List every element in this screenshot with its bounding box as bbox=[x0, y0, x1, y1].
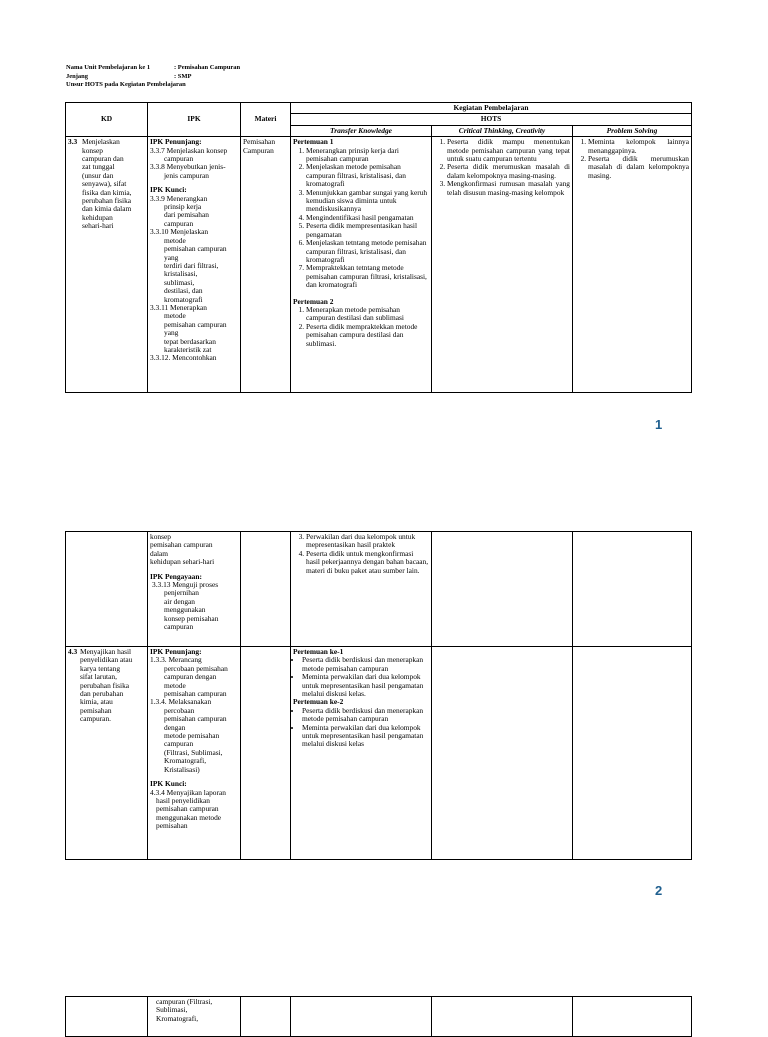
ipk-line: pemisahan campuran bbox=[150, 540, 213, 550]
kd-line: Menjelaskan bbox=[82, 137, 120, 147]
ipk-line: jenis campuran bbox=[164, 170, 209, 180]
ipk-line: menggunakan bbox=[164, 605, 206, 615]
materi-line: Pemisahan bbox=[243, 137, 276, 147]
ipk-line: 3.3.11 Menerapkan bbox=[150, 302, 207, 312]
ipk-line: hasil penyelidikan bbox=[156, 795, 210, 805]
col-header-hots: HOTS bbox=[291, 114, 692, 125]
ipk-line: kehidupan sehari-hari bbox=[150, 557, 215, 567]
pertemuan-ke-2-heading: Pertemuan ke-2 bbox=[293, 697, 344, 707]
kd-line: dan kimia dalam bbox=[82, 204, 132, 214]
list-item: 2. Peserta didik merumuskan masalah di dalam kelompoknya masing-masing. bbox=[447, 163, 570, 180]
ipk-line: kromatografi bbox=[164, 294, 203, 304]
document-header bbox=[66, 64, 240, 90]
ipk-line: metode bbox=[164, 311, 186, 321]
problem-solving2-cell bbox=[573, 647, 692, 860]
kd-line: campuran dan bbox=[82, 154, 124, 164]
ipk-line: prinsip kerja bbox=[164, 202, 202, 212]
kd-line: senyawa), sifat bbox=[82, 179, 127, 189]
materi-line: Campuran bbox=[243, 145, 274, 155]
ipk-line: 1.3.4. Melaksanakan bbox=[150, 697, 212, 707]
kd2-number: 4.3 bbox=[68, 647, 78, 656]
ipk-cell-continued bbox=[148, 997, 241, 1037]
ipk-line: yang bbox=[164, 252, 179, 262]
kd-line: perubahan fisika bbox=[80, 680, 130, 690]
ipk-line: konsep bbox=[150, 532, 171, 541]
ipk-line: pemisahan campuran bbox=[164, 319, 227, 329]
ipk-line: penjernihan bbox=[164, 588, 199, 598]
ipk-line: karakteristik zat bbox=[164, 344, 212, 354]
kd-line: sifat larutan, bbox=[80, 672, 117, 682]
ipk2-penunjang-label: IPK Penunjang: bbox=[150, 647, 202, 656]
ipk-line: campuran bbox=[164, 218, 194, 228]
materi-cell bbox=[241, 137, 291, 393]
list-item: 6. Menjelaskan tetntang metode pemisahan campuran filtrasi, kristalisasi, dan kromatografi bbox=[306, 239, 429, 264]
list-item: 1. Peserta didik mampu menentukan metode pemisahan campuran yang tepat untuk suatu campuran tertentu bbox=[447, 138, 570, 163]
list-item: 1. Menerapkan metode pemisahan campuran destilasi dan sublimasi bbox=[306, 306, 429, 323]
page-number-2: 2 bbox=[655, 883, 663, 898]
kd-line: zat tunggal bbox=[82, 162, 115, 172]
kd-line: karya tentang bbox=[80, 663, 121, 673]
ipk-line: campuran (Filtrasi, bbox=[156, 997, 213, 1006]
kd-line: kehidupan bbox=[82, 212, 113, 222]
ipk2-kunci-label: IPK Kunci: bbox=[150, 779, 187, 789]
critical-thinking-cell-continued bbox=[432, 532, 573, 647]
pertemuan-ke-1-heading: Pertemuan ke-1 bbox=[293, 647, 344, 656]
ipk-line: campuran dengan bbox=[164, 672, 217, 682]
list-item: • Peserta didik berdiskusi dan menerapkan metode pemisahan campuran bbox=[302, 707, 429, 724]
ipk-line: campuran bbox=[164, 739, 194, 749]
transfer-knowledge2-cell bbox=[291, 647, 432, 860]
list-item: • Meminta perwakilan dari dua kelompok untuk mepresentasikan hasil pengamatan melalui diskusi kelas bbox=[302, 724, 429, 749]
ipk-line: Kromatografi, bbox=[164, 756, 207, 766]
kd-line: campuran. bbox=[80, 714, 111, 724]
hots-table-page-2 bbox=[65, 531, 692, 860]
ipk-line: yang bbox=[164, 328, 179, 338]
ipk-line: 3.3.7 Menjelaskan konsep bbox=[150, 145, 228, 155]
kd-line: konsep bbox=[82, 145, 103, 155]
kd-line: dan perubahan bbox=[80, 689, 124, 699]
ipk-line: 3.3.13 Menguji proses bbox=[152, 580, 219, 590]
critical-thinking-cell-continued bbox=[432, 997, 573, 1037]
ipk-line: pemisahan campuran bbox=[164, 244, 227, 254]
ipk-line: Kromatografi, bbox=[156, 1013, 199, 1023]
hots-table-page-3 bbox=[65, 996, 692, 1037]
col-header-problem: Problem Solving bbox=[573, 125, 692, 136]
kd-line: penyelidikan atau bbox=[80, 655, 133, 665]
ipk-line: 1.3.3. Merancang bbox=[150, 655, 202, 665]
ipk-line: terdiri dari filtrasi, bbox=[164, 260, 219, 270]
ipk-kunci-label: IPK Kunci: bbox=[150, 185, 187, 195]
ipk-line: (Filtrasi, Sublimasi, bbox=[164, 747, 223, 757]
level-value: : SMP bbox=[174, 72, 192, 80]
list-item: 7. Mempraktekkan tetntang metode pemisahan campuran filtrasi, kristalisasi, dan kromatografi bbox=[306, 264, 429, 289]
ipk-line: percobaan bbox=[164, 705, 195, 715]
ipk-line: Sublimasi, bbox=[156, 1005, 188, 1015]
ipk-line: tepat berdasarkan bbox=[164, 336, 216, 346]
list-item: • Peserta didik berdiskusi dan menerapkan metode pemisahan campuran bbox=[302, 656, 429, 673]
problem-solving-cell bbox=[573, 137, 692, 393]
ipk-line: pemisahan campuran bbox=[164, 714, 227, 724]
ipk2-cell bbox=[148, 647, 241, 860]
ipk-line: campuran bbox=[164, 154, 194, 164]
ipk-line: 3.3.9 Menerangkan bbox=[150, 193, 208, 203]
list-item: 3. Mengkonfirmasi rumusan masalah yang telah disusun masing-masing kelompok bbox=[447, 180, 570, 197]
ipk-line: dalam bbox=[150, 548, 169, 558]
list-item: 1. Meminta kelompok lainnya menanggapinya. bbox=[588, 138, 689, 155]
ipk-pengayaan-label: IPK Pengayaan: bbox=[150, 571, 202, 581]
kd-line: (unsur dan bbox=[82, 170, 114, 180]
critical-thinking-cell bbox=[432, 137, 573, 393]
list-item: 1. Menerangkan prinsip kerja dari pemisahan campuran bbox=[306, 147, 429, 164]
list-item: 4. Mengindentifikasi hasil pengamatan bbox=[306, 214, 429, 222]
kd-line: kimia, atau bbox=[80, 697, 113, 707]
ipk-line: 3.3.8 Menyebutkan jenis- bbox=[150, 162, 226, 172]
kd-cell-continued bbox=[66, 997, 148, 1037]
list-item: 4. Peserta didik untuk mengkonfirmasi hasil pekerjaannya dengan bahan bacaan, materi di buku paket atau sumber lain. bbox=[306, 550, 429, 575]
materi-cell-continued bbox=[241, 997, 291, 1037]
kd-line: fisika dan kimia, bbox=[82, 187, 132, 197]
transfer-knowledge-cell bbox=[291, 137, 432, 393]
pertemuan-2-heading: Pertemuan 2 bbox=[293, 296, 334, 306]
ipk-line: air dengan bbox=[164, 596, 195, 606]
ipk-line: pemisahan campuran bbox=[156, 804, 219, 814]
list-item: 3. Perwakilan dari dua kelompok untuk mepresentasikan hasil praktek bbox=[306, 533, 429, 550]
kd-line: sehari-hari bbox=[82, 221, 114, 231]
ipk-line: 3.3.12. Mencontohkan bbox=[150, 353, 217, 363]
list-item: 3. Menunjukkan gambar sungai yang keruh kemudian siswa diminta untuk mendiskusikannya bbox=[306, 189, 429, 214]
list-item: • Meminta perwakilan dari dua kelompok untuk mepresentasikan hasil pengamatan melalui diskusi kelas. bbox=[302, 673, 429, 698]
list-item: 2. Menjelaskan metode pemisahan campuran filtrasi, kristalisasi, dan kromatografi bbox=[306, 163, 429, 188]
ipk-line: metode bbox=[164, 680, 186, 690]
ipk-line: menggunakan metode bbox=[156, 812, 222, 822]
level-label: Jenjang bbox=[66, 72, 89, 80]
kd-cell bbox=[66, 137, 148, 393]
materi2-cell bbox=[241, 647, 291, 860]
ipk-line: pemisahan campuran bbox=[164, 689, 227, 699]
kd-line: perubahan fisika bbox=[82, 196, 132, 206]
kd-line: Menyajikan hasil bbox=[80, 647, 132, 656]
ipk-line: pemisahan bbox=[156, 821, 188, 831]
ipk-cell-continued bbox=[148, 532, 241, 647]
page-number-1: 1 bbox=[655, 417, 663, 432]
col-header-critical: Critical Thinking, Creativity bbox=[432, 125, 573, 136]
list-item: 2. Peserta didik mempraktekkan metode pemisahan campura destilasi dan sublimasi. bbox=[306, 323, 429, 348]
col-header-transfer: Transfer Knowledge bbox=[291, 125, 432, 136]
col-header-materi: Materi bbox=[241, 103, 291, 137]
ipk-penunjang-label: IPK Penunjang: bbox=[150, 137, 202, 147]
transfer-knowledge-cell-continued bbox=[291, 532, 432, 647]
materi-cell-continued bbox=[241, 532, 291, 647]
col-header-kegiatan: Kegiatan Pembelajaran bbox=[291, 103, 692, 114]
col-header-ipk: IPK bbox=[148, 103, 241, 137]
unit-label: Nama Unit Pembelajaran ke 1 bbox=[66, 64, 151, 71]
pertemuan-1-heading: Pertemuan 1 bbox=[293, 137, 334, 147]
col-header-kd: KD bbox=[66, 103, 148, 137]
ipk-line: 4.3.4 Menyajikan laporan bbox=[150, 787, 226, 797]
hots-table-page-1 bbox=[65, 102, 692, 393]
unit-value: : Pemisahan Campuran bbox=[174, 64, 241, 71]
critical-thinking2-cell bbox=[432, 647, 573, 860]
transfer-knowledge-cell-continued bbox=[291, 997, 432, 1037]
ipk-line: 3.3.10 Menjelaskan bbox=[150, 227, 209, 237]
problem-solving-cell-continued bbox=[573, 532, 692, 647]
ipk-line: sublimasi, bbox=[164, 277, 195, 287]
kd-cell-continued bbox=[66, 532, 148, 647]
list-item: 5. Peserta didik mempresentasikan hasil pengamatan bbox=[306, 222, 429, 239]
problem-solving-cell-continued bbox=[573, 997, 692, 1037]
kd-number: 3.3 bbox=[68, 137, 78, 147]
ipk-line: destilasi, dan bbox=[164, 286, 203, 296]
list-item: 2. Peserta didik merumuskan masalah di dalam kelompoknya masing. bbox=[588, 155, 689, 180]
ipk-line: dari pemisahan bbox=[164, 210, 209, 220]
ipk-line: Kristalisasi) bbox=[164, 764, 200, 774]
ipk-line: metode pemisahan bbox=[164, 731, 220, 741]
ipk-line: kristalisasi, bbox=[164, 269, 198, 279]
ipk-line: konsep pemisahan bbox=[164, 613, 219, 623]
ipk-line: metode bbox=[164, 235, 186, 245]
ipk-line: percobaan pemisahan bbox=[164, 663, 228, 673]
ipk-line: campuran bbox=[164, 622, 194, 632]
hots-label: Unsur HOTS pada Kegiatan Pembelajaran bbox=[66, 81, 186, 89]
ipk-line: dengan bbox=[164, 722, 186, 732]
ipk-cell bbox=[148, 137, 241, 393]
kd-line: pemisahan bbox=[80, 705, 112, 715]
kd2-cell bbox=[66, 647, 148, 860]
